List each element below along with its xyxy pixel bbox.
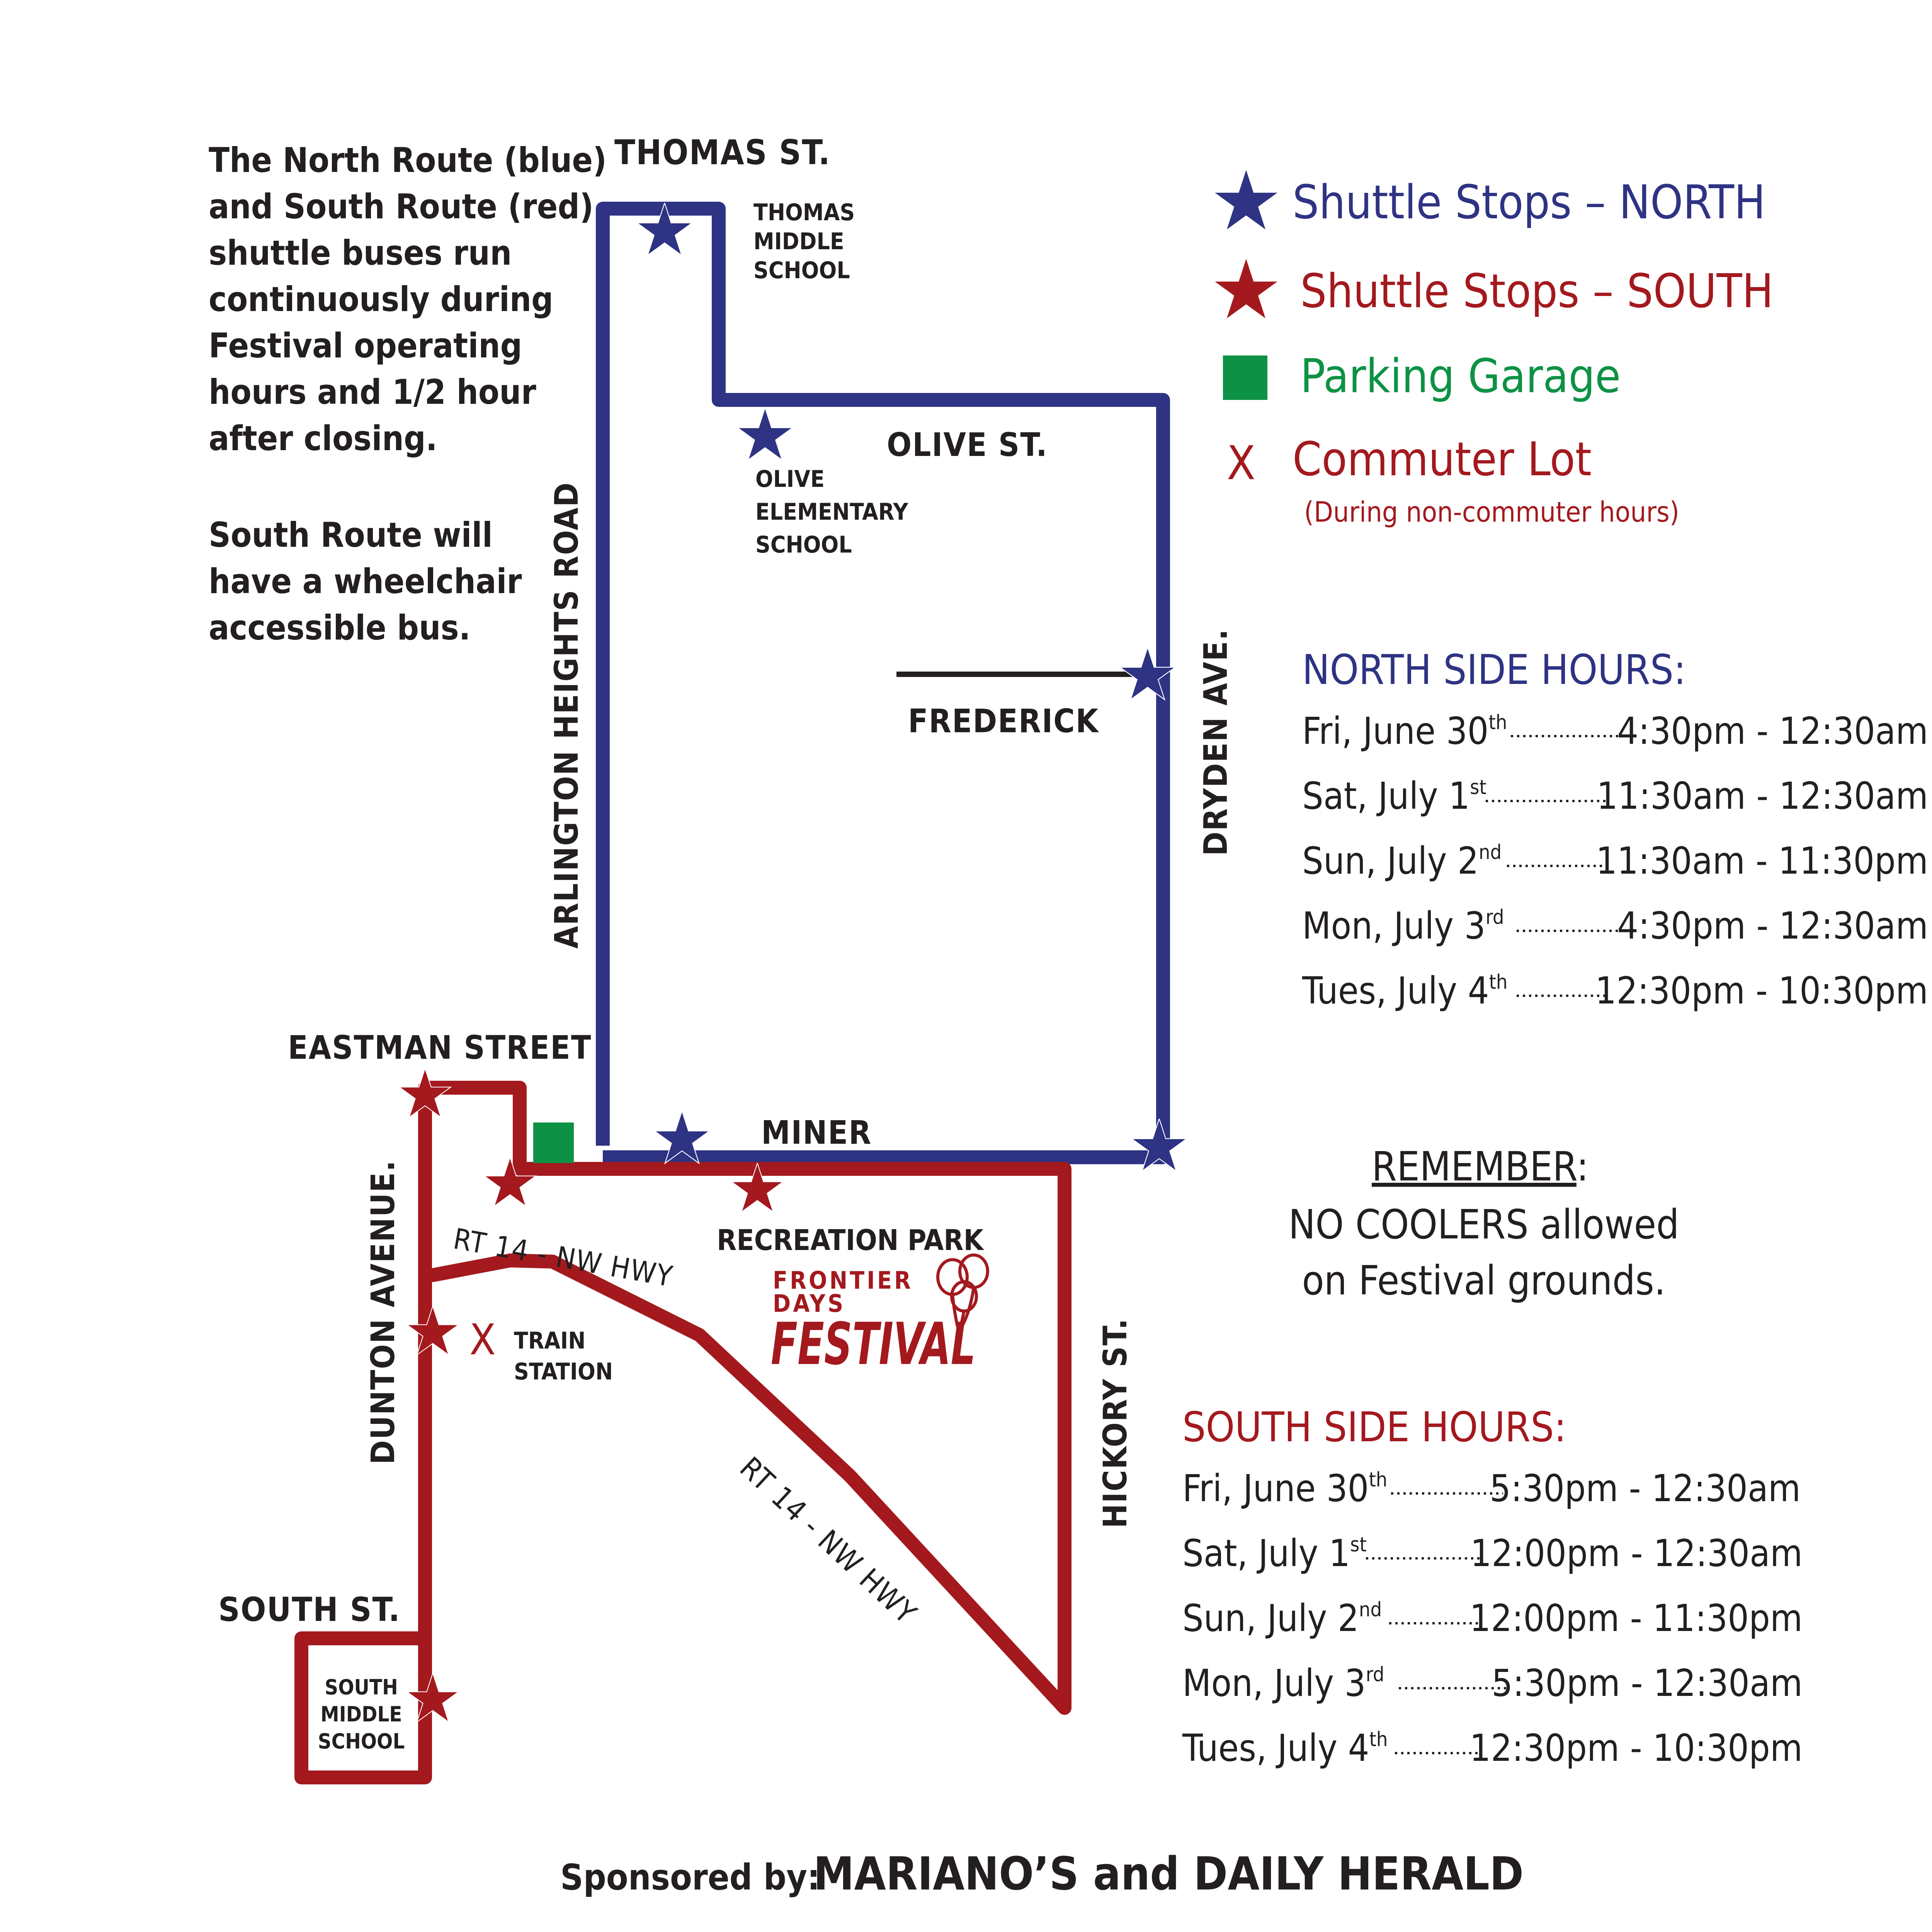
- hours-day: Sat, July 1st: [1302, 774, 1486, 818]
- intro-line: hours and 1/2 hour: [209, 372, 536, 412]
- sponsor-line: [560, 1847, 1524, 1900]
- hours-time: 12:30pm - 10:30pm: [1595, 969, 1928, 1012]
- legend-commuter-label: Commuter Lot: [1293, 433, 1592, 486]
- street-dryden: DRYDEN AVE.: [1197, 628, 1235, 856]
- hours-time: 5:30pm - 12:30am: [1492, 1662, 1803, 1705]
- legend-commuter-note: (During non-commuter hours): [1304, 496, 1680, 528]
- north-stop-star: [738, 408, 793, 460]
- legend-north-star-icon: [1215, 170, 1277, 230]
- street-south: SOUTH ST.: [218, 1590, 401, 1629]
- thomas-school-label: SCHOOL: [753, 257, 850, 284]
- hours-day: Fri, June 30th: [1182, 1467, 1388, 1510]
- hours-day: Sun, July 2nd: [1182, 1597, 1382, 1640]
- intro-line: continuously during: [209, 279, 553, 319]
- south-hours: [1182, 1403, 1803, 1770]
- recreation-park-label: RECREATION PARK: [717, 1224, 984, 1257]
- train-station-label: TRAIN: [514, 1327, 586, 1354]
- olive-school-label: ELEMENTARY: [755, 498, 908, 526]
- south-route-line: [301, 1088, 520, 1777]
- north-hours-title: NORTH SIDE HOURS:: [1302, 646, 1686, 694]
- intro-line: and South Route (red): [209, 187, 594, 226]
- hours-time: 4:30pm - 12:30am: [1617, 904, 1928, 947]
- intro-line: shuttle buses run: [209, 233, 512, 273]
- train-station-label: STATION: [514, 1358, 613, 1385]
- remember-title: REMEMBER:: [1372, 1143, 1589, 1190]
- sponsor-prefix: Sponsored by:: [560, 1857, 820, 1898]
- street-rt14-top: RT 14 - NW HWY: [451, 1222, 676, 1294]
- thomas-school-label: MIDDLE: [753, 228, 844, 255]
- festival-logo: [771, 1255, 988, 1378]
- intro-text: [209, 140, 607, 648]
- south-school-label: MIDDLE: [320, 1702, 402, 1726]
- legend-commuter-x-icon: X: [1227, 437, 1255, 490]
- thomas-school-label: THOMAS: [753, 199, 855, 226]
- logo-line: FRONTIER: [773, 1266, 913, 1294]
- remember-line: on Festival grounds.: [1302, 1257, 1666, 1304]
- street-olive: OLIVE ST.: [887, 426, 1048, 464]
- hours-day: Mon, July 3rd: [1302, 904, 1504, 947]
- street-arlington: ARLINGTON HEIGHTS ROAD: [548, 482, 585, 949]
- legend: [1215, 170, 1774, 528]
- street-thomas: THOMAS ST.: [614, 133, 831, 172]
- parking-garage-marker: [533, 1122, 574, 1163]
- street-rt14-diagonal: RT 14 - NW HWY: [733, 1450, 923, 1631]
- hours-day: Fri, June 30th: [1302, 709, 1507, 753]
- intro-line: South Route will: [209, 515, 493, 555]
- south-stop-star: [407, 1673, 458, 1722]
- legend-garage-icon: [1223, 355, 1267, 400]
- olive-school-label: OLIVE: [755, 466, 825, 493]
- street-miner: MINER: [761, 1114, 872, 1151]
- legend-south-label: Shuttle Stops – SOUTH: [1300, 265, 1774, 318]
- hours-time: 12:00pm - 12:30am: [1470, 1532, 1803, 1575]
- street-hickory: HICKORY ST.: [1096, 1318, 1134, 1528]
- commuter-lot-marker: X: [469, 1315, 496, 1364]
- hours-day: Sun, July 2nd: [1302, 839, 1502, 883]
- sponsor-names: MARIANO’S and DAILY HERALD: [813, 1847, 1524, 1900]
- hours-day: Mon, July 3rd: [1182, 1662, 1384, 1705]
- hours-time: 5:30pm - 12:30am: [1490, 1467, 1801, 1510]
- south-hours-title: SOUTH SIDE HOURS:: [1182, 1403, 1566, 1451]
- hours-time: 11:30am - 12:30am: [1597, 774, 1928, 818]
- street-frederick: FREDERICK: [908, 702, 1099, 740]
- south-stop-star: [407, 1306, 458, 1355]
- south-school-label: SOUTH: [325, 1675, 398, 1699]
- street-dunton: DUNTON AVENUE.: [364, 1160, 402, 1464]
- logo-line: FESTIVAL: [771, 1311, 976, 1378]
- north-route-line: [603, 209, 1163, 1157]
- street-eastman: EASTMAN STREET: [288, 1029, 592, 1066]
- north-hours: [1302, 646, 1928, 1012]
- intro-line: Festival operating: [209, 326, 522, 366]
- hours-day: Tues, July 4th: [1302, 969, 1508, 1012]
- hours-time: 11:30am - 11:30pm: [1596, 839, 1928, 883]
- south-school-label: SCHOOL: [318, 1729, 405, 1753]
- hours-day: Tues, July 4th: [1182, 1726, 1388, 1770]
- hours-time: 12:30pm - 10:30pm: [1469, 1726, 1803, 1770]
- legend-south-star-icon: [1215, 259, 1277, 318]
- hours-time: 12:00pm - 11:30pm: [1469, 1597, 1803, 1640]
- logo-line: DAYS: [773, 1289, 846, 1318]
- legend-north-label: Shuttle Stops – NORTH: [1293, 176, 1766, 230]
- remember-line: NO COOLERS allowed: [1288, 1201, 1679, 1248]
- hours-day: Sat, July 1st: [1182, 1532, 1367, 1575]
- intro-line: accessible bus.: [209, 608, 471, 648]
- intro-line: after closing.: [209, 418, 437, 458]
- remember-note: [1288, 1143, 1679, 1304]
- hours-time: 4:30pm - 12:30am: [1617, 709, 1928, 753]
- legend-garage-label: Parking Garage: [1300, 350, 1621, 403]
- olive-school-label: SCHOOL: [755, 531, 852, 558]
- intro-line: have a wheelchair: [209, 561, 522, 601]
- intro-line: The North Route (blue): [209, 140, 607, 180]
